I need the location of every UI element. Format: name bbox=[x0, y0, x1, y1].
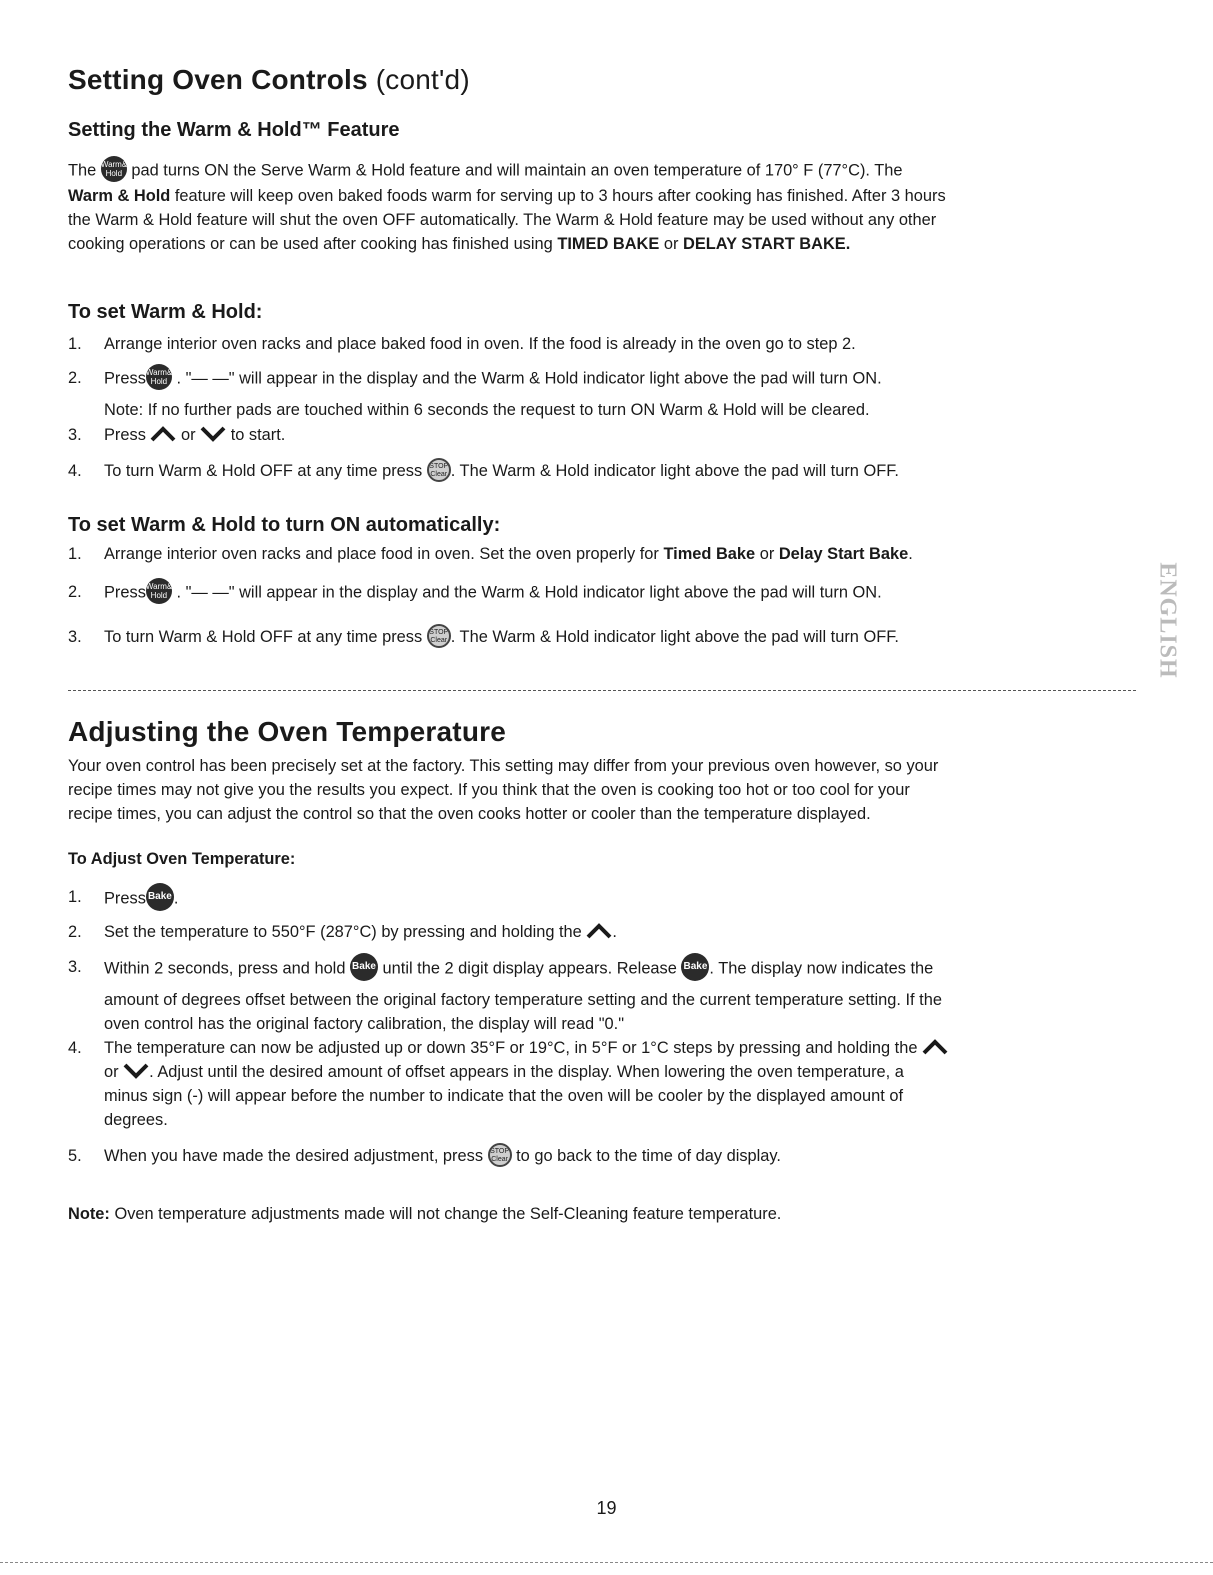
section-divider bbox=[68, 690, 1136, 691]
step-rest: . "— —" will appear in the display and the Warm & Hold indicator light above the pad will turn ON. bbox=[171, 369, 882, 388]
adjust-step-4-line-4 bbox=[68, 1108, 1138, 1132]
adjust-intro-line-3: recipe times, you can adjust the control so that the oven cooks hotter or cooler than the temperature displayed. bbox=[68, 805, 871, 823]
stop-clear-pad-icon bbox=[488, 1143, 512, 1167]
step-text: oven control has the original factory calibration, the display will read "0." bbox=[104, 1015, 625, 1033]
intro-text: cooking operations or can be used after cooking has finished using bbox=[68, 235, 558, 253]
note-text: Oven temperature adjustments made will not change the Self-Cleaning feature temperature. bbox=[109, 1205, 782, 1223]
step-end: . bbox=[612, 923, 617, 941]
intro-line-1 bbox=[68, 158, 1148, 184]
page-number: 19 bbox=[596, 1498, 617, 1518]
step-text: amount of degrees offset between the original factory temperature setting and the current temperature setting. If the bbox=[104, 991, 942, 1009]
pad-label: Warm& bbox=[100, 160, 127, 169]
intro-bold: TIMED BAKE bbox=[557, 235, 660, 253]
step-number: 3. bbox=[68, 628, 82, 646]
down-arrow-icon bbox=[200, 426, 226, 442]
step-number: 1. bbox=[68, 545, 82, 563]
adjust-step-2 bbox=[68, 920, 1138, 944]
up-arrow-icon bbox=[586, 923, 612, 939]
step-text bbox=[104, 423, 1138, 447]
step-number: 2. bbox=[68, 583, 82, 601]
auto-warm-step-2 bbox=[68, 580, 1138, 606]
adjust-step-3-line-3 bbox=[68, 1012, 1138, 1036]
intro-bold: Warm & Hold bbox=[68, 187, 171, 205]
or-text: or bbox=[104, 1063, 124, 1081]
adjust-step-3-line-2 bbox=[68, 988, 1138, 1012]
step-rest: . Adjust until the desired amount of offset appears in the display. When lowering the oven temperature, a bbox=[149, 1063, 904, 1081]
pad-label: Hold bbox=[150, 377, 168, 386]
step-start: To turn Warm & Hold OFF at any time press bbox=[104, 628, 427, 646]
step-number: 4. bbox=[68, 1039, 82, 1057]
up-arrow-icon bbox=[922, 1039, 948, 1055]
intro-text: feature will keep oven baked foods warm for serving up to 3 hours after cooking has finished. After 3 hours bbox=[170, 187, 946, 205]
auto-warm-step-1 bbox=[68, 542, 1138, 566]
bottom-divider bbox=[0, 1562, 1213, 1563]
bake-pad-icon: Bake bbox=[146, 883, 174, 911]
step-text bbox=[104, 625, 1138, 650]
step-number: 3. bbox=[68, 958, 82, 976]
intro-bold: DELAY START BAKE. bbox=[683, 235, 851, 253]
step-number: 1. bbox=[68, 335, 82, 353]
step-start: To turn Warm & Hold OFF at any time press bbox=[104, 462, 427, 480]
step-end: . bbox=[173, 889, 179, 908]
language-side-tab bbox=[1142, 556, 1192, 684]
step-rest: . The Warm & Hold indicator light above the pad will turn OFF. bbox=[450, 462, 899, 480]
set-warm-note bbox=[68, 398, 1138, 422]
pad-label: STOP bbox=[429, 462, 449, 470]
step-start: Arrange interior oven racks and place food in oven. Set the oven properly for bbox=[104, 545, 664, 563]
step-bold: Delay Start Bake bbox=[778, 545, 909, 563]
pad-label: Warm& bbox=[145, 368, 172, 377]
step-text bbox=[104, 1036, 1138, 1060]
pad-label: Clear bbox=[430, 636, 448, 644]
step-text bbox=[104, 1060, 1138, 1084]
step-start: Set the temperature to 550°F (287°C) by pressing and holding the bbox=[104, 923, 587, 941]
title-bold: Setting Oven Controls bbox=[68, 64, 368, 95]
intro-the: The bbox=[68, 161, 101, 180]
pad-label: STOP bbox=[429, 628, 449, 636]
adjust-step-4-line-2 bbox=[68, 1060, 1138, 1084]
side-tab-label: ENGLISH bbox=[1154, 561, 1181, 679]
step-rest: . "— —" will appear in the display and the Warm & Hold indicator light above the pad will turn ON. bbox=[171, 583, 882, 602]
page-title bbox=[68, 64, 470, 96]
adjust-title: Adjusting the Oven Temperature bbox=[68, 716, 506, 747]
step-text bbox=[104, 580, 1138, 606]
step-text: degrees. bbox=[104, 1111, 168, 1129]
or-text: or bbox=[755, 545, 779, 563]
pad-label: Warm& bbox=[145, 582, 172, 591]
intro-text: or bbox=[659, 235, 683, 253]
set-warm-heading: To set Warm & Hold: bbox=[68, 301, 263, 323]
adjust-intro-line-2: recipe times may not give you the results you expect. If you think that the oven is cooking too hot or too cool for your bbox=[68, 781, 910, 799]
adjust-step-3 bbox=[68, 955, 1138, 983]
step-number: 3. bbox=[68, 426, 82, 444]
step-text bbox=[104, 920, 1138, 944]
step-text bbox=[104, 955, 1138, 983]
step-middle: until the 2 digit display appears. Release bbox=[378, 959, 682, 978]
adjust-intro bbox=[68, 754, 1148, 826]
step-rest: . The Warm & Hold indicator light above the pad will turn OFF. bbox=[450, 628, 899, 646]
adjust-subheading: To Adjust Oven Temperature: bbox=[68, 850, 296, 868]
step-rest: to go back to the time of day display. bbox=[511, 1147, 781, 1165]
press-text: Press bbox=[104, 426, 151, 444]
warm-hold-intro bbox=[68, 158, 1148, 256]
warm-hold-pad-icon bbox=[146, 364, 172, 390]
pad-label: Clear bbox=[491, 1155, 508, 1163]
press-text: Press bbox=[104, 583, 146, 602]
step-start: Within 2 seconds, press and hold bbox=[104, 959, 350, 978]
note-text: Note: If no further pads are touched within 6 seconds the request to turn ON Warm & Hold will be cleared. bbox=[104, 401, 870, 419]
adjust-note bbox=[68, 1202, 781, 1226]
bake-pad-icon: Bake bbox=[350, 953, 378, 981]
step-text: minus sign (-) will appear before the number to indicate that the oven will be cooler by the displayed amount of bbox=[104, 1087, 904, 1105]
set-warm-step-1 bbox=[68, 332, 1138, 356]
step-text bbox=[104, 459, 1138, 484]
step-number: 1. bbox=[68, 888, 82, 906]
stop-clear-pad-icon bbox=[427, 624, 451, 648]
step-rest: to start. bbox=[226, 426, 286, 444]
intro-line-4 bbox=[68, 232, 1148, 256]
step-text bbox=[104, 542, 1138, 566]
set-warm-step-3 bbox=[68, 423, 1138, 447]
adjust-step-1 bbox=[68, 885, 1138, 913]
auto-warm-heading: To set Warm & Hold to turn ON automatically: bbox=[68, 514, 501, 536]
intro-line-3: the Warm & Hold feature will shut the oven OFF automatically. The Warm & Hold feature may be used without any other bbox=[68, 211, 937, 229]
pad-label: STOP bbox=[490, 1147, 510, 1155]
step-start: When you have made the desired adjustment, press bbox=[104, 1147, 488, 1165]
set-warm-step-2 bbox=[68, 366, 1138, 392]
step-rest: . The display now indicates the bbox=[709, 959, 934, 978]
pad-label: Clear bbox=[430, 470, 448, 478]
step-number: 5. bbox=[68, 1147, 82, 1165]
warm-hold-pad-icon bbox=[146, 578, 172, 604]
step-text bbox=[104, 885, 1138, 913]
auto-warm-step-3 bbox=[68, 625, 1138, 650]
down-arrow-icon bbox=[123, 1063, 149, 1079]
step-number: 2. bbox=[68, 923, 82, 941]
stop-clear-pad-icon bbox=[427, 458, 451, 482]
adjust-intro-line-1: Your oven control has been precisely set at the factory. This setting may differ from your previous oven however, so your bbox=[68, 757, 939, 775]
adjust-step-4 bbox=[68, 1036, 1138, 1060]
press-text: Press bbox=[104, 889, 146, 908]
or-text: or bbox=[176, 426, 201, 444]
step-end: . bbox=[908, 545, 913, 563]
step-number: 4. bbox=[68, 462, 82, 480]
title-light: (cont'd) bbox=[367, 64, 470, 95]
warm-hold-heading: Setting the Warm & Hold™ Feature bbox=[68, 119, 400, 141]
up-arrow-icon bbox=[150, 426, 176, 442]
intro-line-2 bbox=[68, 184, 1148, 208]
bake-pad-icon: Bake bbox=[681, 953, 709, 981]
step-text bbox=[104, 1144, 1138, 1169]
warm-hold-pad-icon bbox=[101, 156, 127, 182]
pad-label: Hold bbox=[150, 591, 168, 600]
set-warm-step-4 bbox=[68, 459, 1138, 484]
press-text: Press bbox=[104, 369, 146, 388]
adjust-step-4-line-3 bbox=[68, 1084, 1138, 1108]
note-label: Note: bbox=[68, 1205, 110, 1223]
step-text: Arrange interior oven racks and place baked food in oven. If the food is already in the oven go to step 2. bbox=[104, 335, 856, 353]
step-start: The temperature can now be adjusted up or down 35°F or 19°C, in 5°F or 1°C steps by pressing and holding the bbox=[104, 1039, 922, 1057]
step-bold: Timed Bake bbox=[663, 545, 756, 563]
intro-text: pad turns ON the Serve Warm & Hold feature and will maintain an oven temperature of 170° F (77°C). The bbox=[126, 161, 903, 180]
pad-label: Hold bbox=[105, 169, 123, 178]
adjust-step-5 bbox=[68, 1144, 1138, 1169]
step-number: 2. bbox=[68, 369, 82, 387]
step-text bbox=[104, 366, 1138, 392]
